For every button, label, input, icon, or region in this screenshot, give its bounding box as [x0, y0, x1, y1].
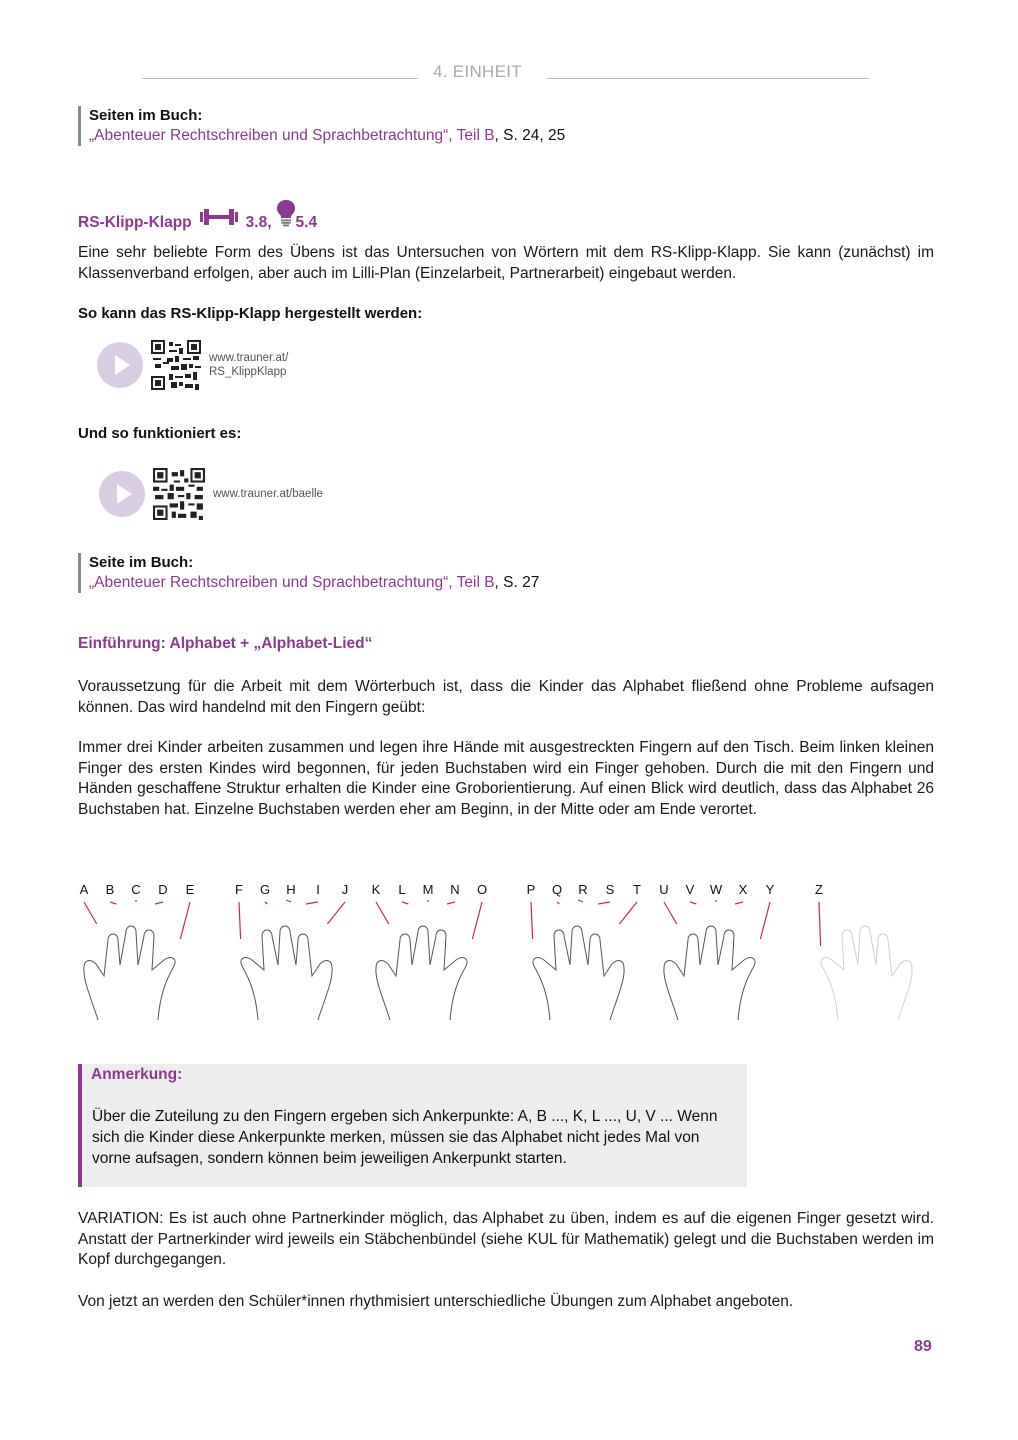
pointer-line-R	[578, 900, 583, 902]
idea-ref: 5.4	[295, 214, 318, 231]
video-url-line2[interactable]: RS_KlippKlapp	[209, 366, 287, 378]
pointer-line-F	[239, 902, 241, 939]
letter-label-P: P	[526, 882, 536, 897]
letter-label-O: O	[476, 882, 488, 897]
pointer-line-U	[664, 902, 677, 924]
letter-label-W: W	[709, 882, 723, 897]
pointer-line-J	[327, 902, 345, 924]
hand-3	[372, 882, 487, 1020]
ref-label: Seiten im Buch:	[89, 107, 203, 124]
book-title: „Abenteuer Rechtschreiben und Sprachbetrachtung“, Teil B	[89, 127, 495, 144]
letter-label-B: B	[105, 882, 115, 897]
letter-label-Y: Y	[765, 882, 775, 897]
letter-label-S: S	[605, 882, 615, 897]
pointer-line-T	[619, 902, 637, 924]
video-url[interactable]: www.trauner.at/baelle	[213, 488, 323, 500]
pointer-line-P	[531, 902, 533, 939]
letter-label-N: N	[450, 882, 460, 897]
hand-outline	[241, 926, 332, 1020]
book-pages: , S. 27	[494, 574, 540, 591]
letter-label-E: E	[185, 882, 195, 897]
hand-2	[235, 882, 348, 1020]
hand-5	[659, 882, 774, 1020]
letter-label-R: R	[578, 882, 588, 897]
ref-label: Seite im Buch:	[89, 554, 194, 571]
hand-6	[815, 882, 912, 1020]
letter-label-D: D	[158, 882, 168, 897]
section-title-klipp-klapp	[78, 199, 317, 232]
letter-label-U: U	[659, 882, 669, 897]
letter-label-X: X	[738, 882, 748, 897]
pointer-line-V	[690, 902, 696, 904]
pointer-line-A	[84, 902, 97, 924]
alphabet-hands-figure	[78, 880, 928, 1025]
letter-label-V: V	[685, 882, 695, 897]
closing-paragraph: Von jetzt an werden den Schüler*innen rhythmisiert unterschiedliche Übungen zum Alphabet angeboten.	[78, 1293, 794, 1310]
letter-label-Z: Z	[815, 882, 823, 897]
book-reference-1	[78, 106, 565, 146]
pointer-line-X	[735, 902, 743, 904]
pointer-line-E	[180, 902, 190, 939]
variation-paragraph: VARIATION: Es ist auch ohne Partnerkinder möglich, das Alphabet zu üben, indem es auf die eigenen Finger gesetzt wird. Anstatt der Partnerkinder wird jeweils ein Stäbchenbündel (siehe KUL für Mathematik) gelegt und die Buchstaben werden im Kopf durchgegangen.	[78, 1210, 934, 1268]
how-works-heading: Und so funktioniert es:	[78, 425, 242, 442]
pointer-line-N	[447, 902, 455, 904]
hand-outline	[84, 926, 175, 1020]
alphabet-paragraph-2: Immer drei Kinder arbeiten zusammen und legen ihre Hände mit ausgestreckten Fingern auf den Tisch. Beim linken kleinen Finger des ersten Kindes wird begonnen, für jeden Buchstaben wird ein Finger gehoben. Durch die mit den Fingern und Händen geschaffene Struktur erhalten die Kinder eine Groborientierung. Auf einen Blick wird deutlich, dass das Alphabet 26 Buchstaben hat. Einzelne Buchstaben werden eher am Beginn, in der Mitte oder am Ende verortet.	[78, 739, 934, 818]
pointer-line-Z	[819, 902, 821, 946]
letter-label-I: I	[316, 882, 320, 897]
hand-4	[527, 882, 641, 1020]
letter-label-F: F	[235, 882, 243, 897]
pointer-line-O	[472, 902, 482, 939]
chapter-title: 4. EINHEIT	[433, 62, 522, 81]
book-title: „Abenteuer Rechtschreiben und Sprachbetrachtung“, Teil B	[89, 574, 495, 591]
hand-outline	[533, 926, 624, 1020]
alphabet-paragraph-1: Voraussetzung für die Arbeit mit dem Wörterbuch ist, dass die Kinder das Alphabet fließend ohne Probleme aufsagen können. Das wird handelnd mit den Fingern geübt:	[78, 678, 934, 716]
pointer-line-Y	[760, 902, 770, 939]
how-made-heading: So kann das RS-Klipp-Klapp hergestellt werden:	[78, 305, 423, 322]
letter-label-T: T	[633, 882, 641, 897]
hand-outline	[664, 926, 755, 1020]
section-title-text: RS-Klipp-Klapp	[78, 214, 192, 231]
letter-label-M: M	[422, 882, 434, 897]
header-rule-right	[547, 78, 869, 79]
note-title: Anmerkung:	[91, 1066, 183, 1083]
page-number: 89	[914, 1338, 932, 1355]
book-pages: , S. 24, 25	[494, 127, 566, 144]
play-icon[interactable]	[99, 471, 145, 517]
note-body: Über die Zuteilung zu den Fingern ergeben sich Ankerpunkte: A, B ..., K, L ..., U, V ... Wenn sich die Kinder diese Ankerpunkte merken, müssen sie das Alphabet nicht jedes Mal von vorne aufsagen, sondern können beim jeweiligen Ankerpunkt starten.	[92, 1108, 718, 1167]
pointer-line-I	[306, 902, 318, 904]
header-rule-left	[142, 78, 418, 79]
pointer-line-Q	[557, 902, 559, 904]
letter-label-Q: Q	[551, 882, 563, 897]
qr-code-icon	[153, 468, 205, 520]
pointer-line-D	[155, 902, 163, 904]
pointer-line-G	[265, 902, 267, 904]
pointer-line-S	[598, 902, 610, 904]
pointer-line-B	[110, 902, 116, 904]
letter-label-L: L	[398, 882, 406, 897]
letter-label-K: K	[371, 882, 381, 897]
note-box	[78, 1064, 747, 1187]
book-reference-2	[78, 553, 539, 593]
hand-1	[80, 882, 195, 1020]
hand-outline	[821, 926, 912, 1020]
pointer-line-H	[286, 900, 291, 902]
hand-outline	[376, 926, 467, 1020]
intro-paragraph: Eine sehr beliebte Form des Übens ist das Untersuchen von Wörtern mit dem RS-Klipp-Klapp. Sie kann (zunächst) im Klassenverband erfolgen, aber auch im Lilli-Plan (Einzelarbeit, Partnerarbeit) eingebaut werden.	[78, 244, 934, 282]
video-url-line1[interactable]: www.trauner.at/	[209, 352, 289, 364]
video-link-klippklapp[interactable]	[97, 340, 288, 390]
letter-label-A: A	[79, 882, 89, 897]
pointer-line-L	[402, 902, 408, 904]
section-title-alphabet: Einführung: Alphabet + „Alphabet-Lied“	[78, 635, 373, 652]
qr-code-icon	[151, 340, 201, 390]
pointer-line-K	[376, 902, 389, 924]
dumbbell-icon	[198, 207, 242, 232]
training-ref: 3.8,	[245, 214, 272, 231]
letter-label-J: J	[341, 882, 349, 897]
letter-label-H: H	[286, 882, 296, 897]
letter-label-C: C	[131, 882, 141, 897]
letter-label-G: G	[259, 882, 271, 897]
video-link-baelle[interactable]	[99, 468, 323, 520]
play-icon[interactable]	[97, 342, 143, 388]
lightbulb-icon	[276, 199, 296, 232]
